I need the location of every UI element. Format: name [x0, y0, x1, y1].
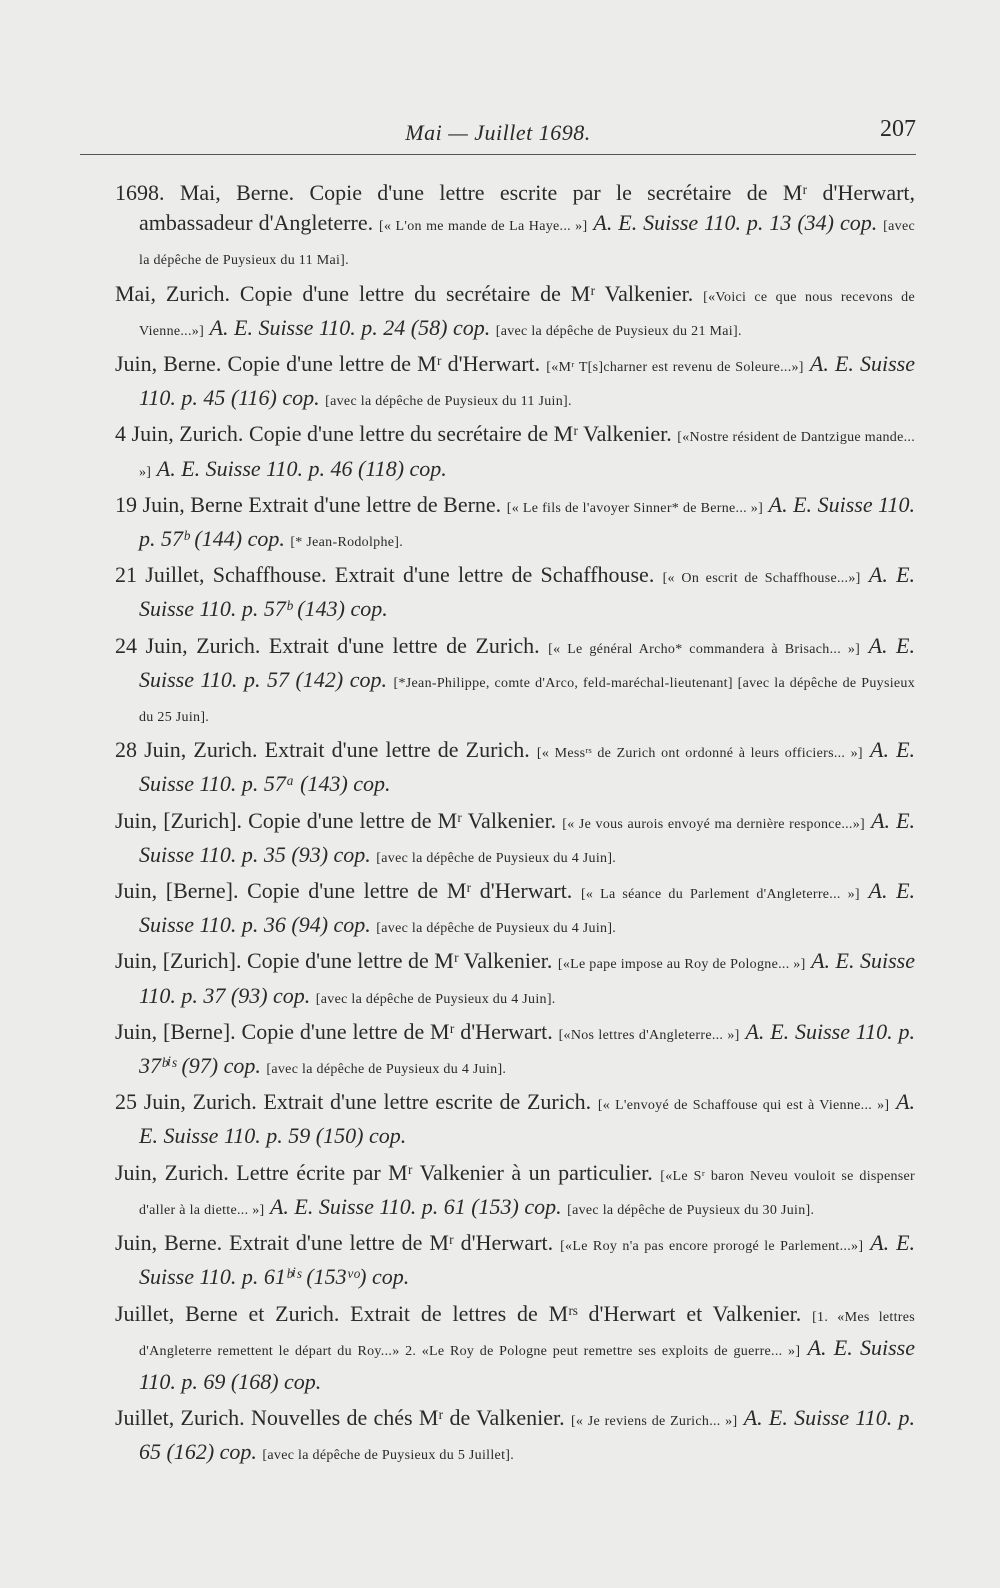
- entry-quote: [«Le Sʳ baron Neveu vouloit se dispenser d'aller à la diette... »]: [139, 1168, 915, 1218]
- list-item: [115, 178, 915, 277]
- entry-quote: [« L'on me mande de La Haye... »]: [379, 219, 588, 235]
- entry-source: A. E. Suisse 110. p. 57ᵇ (144) cop.: [139, 491, 916, 552]
- entry-date: Juin, Berne.: [115, 351, 222, 377]
- entry-title: Extrait d'une lettre escrite de Zurich.: [263, 1089, 592, 1115]
- entry-title: Nouvelles de chés Mʳ de Valkenier.: [250, 1405, 565, 1431]
- entry-title: Copie d'une lettre du secrétaire de Mʳ Valkenier.: [239, 280, 694, 306]
- entry-quote: [«Mʳ T[s]charner est revenu de Soleure...»]: [546, 360, 804, 376]
- entry-date: 19 Juin, Berne: [115, 491, 243, 517]
- entry-quote: [«Nos lettres d'Angleterre... »]: [558, 1027, 740, 1043]
- list-item: [115, 279, 915, 347]
- list-item: [115, 419, 915, 487]
- entry-source: A. E. Suisse 110. p. 59 (150) cop.: [139, 1089, 916, 1149]
- list-item: [115, 1087, 915, 1155]
- entry-date: Juin, [Berne].: [115, 878, 239, 904]
- list-item: [115, 490, 915, 558]
- entry-quote: [« L'envoyé de Schaffouse qui est à Vienne... »]: [597, 1098, 890, 1114]
- list-item: [115, 806, 915, 874]
- list-item: [115, 1017, 915, 1085]
- list-item: [115, 560, 915, 628]
- entry-title: Copie d'une lettre de Mʳ d'Herwart.: [241, 1018, 553, 1044]
- entry-title: Copie d'une lettre de Mʳ d'Herwart.: [247, 878, 573, 904]
- entry-list: [115, 178, 915, 1474]
- entry-note: [avec la dépêche de Puysieux du 5 Juillet].: [262, 1448, 515, 1464]
- list-item: [115, 1158, 915, 1226]
- entry-title: Extrait d'une lettre de Zurich.: [268, 632, 540, 658]
- entry-source: A. E. Suisse 110. p. 37 (93) cop.: [139, 948, 915, 1008]
- entry-quote: [« Je reviens de Zurich... »]: [570, 1414, 738, 1430]
- entry-quote: [«Nostre résident de Dantzigue mande... »]: [139, 430, 915, 480]
- entry-note: [avec la dépêche de Puysieux du 4 Juin].: [376, 850, 617, 866]
- entry-date: Mai, Zurich.: [115, 280, 230, 306]
- entry-title: Extrait de lettres de Mʳˢ d'Herwart et Valkenier.: [350, 1300, 802, 1326]
- entry-source: A. E. Suisse 110. p. 45 (116) cop.: [139, 351, 916, 411]
- entry-date: 1698. Mai, Berne.: [115, 180, 295, 205]
- entry-note: [avec la dépêche de Puysieux du 11 Mai].: [139, 219, 915, 269]
- entry-note: [avec la dépêche de Puysieux du 4 Juin].: [266, 1062, 507, 1078]
- entry-date: Juin, Berne.: [115, 1230, 223, 1256]
- entry-source: A. E. Suisse 110. p. 24 (58) cop.: [209, 314, 491, 340]
- list-item: [115, 1299, 915, 1402]
- entry-date: Juin, Zurich.: [115, 1159, 229, 1185]
- list-item: [115, 946, 915, 1014]
- entry-title: Copie d'une lettre de Mʳ d'Herwart.: [227, 351, 541, 377]
- entry-title: Copie d'une lettre de Mʳ Valkenier.: [247, 948, 553, 974]
- list-item: [115, 349, 915, 417]
- entry-date: 28 Juin, Zurich.: [115, 737, 258, 763]
- entry-quote: [« Messʳˢ de Zurich ont ordonné à leurs officiers... »]: [536, 746, 863, 762]
- entry-date: 25 Juin, Zurich.: [115, 1089, 257, 1115]
- entry-note: [avec la dépêche de Puysieux du 11 Juin].: [325, 394, 572, 410]
- page-header: [80, 116, 916, 156]
- entry-date: Juin, [Zurich].: [115, 807, 243, 833]
- entry-quote: [1. «Mes lettres d'Angleterre remettent le départ du Roy...» 2. «Le Roy de Pologne peut remettre ses exploits de guerre... »]: [139, 1309, 916, 1359]
- entry-note: [*Jean-Philippe, comte d'Arco, feld-maréchal-lieutenant] [avec la dépêche de Puysieux du 25 Juin].: [139, 675, 915, 726]
- entry-note: [avec la dépêche de Puysieux du 21 Mai].: [495, 323, 742, 339]
- entry-note: [avec la dépêche de Puysieux du 4 Juin].: [315, 991, 556, 1007]
- entry-quote: [«Voici ce que nous recevons de Vienne...»]: [139, 289, 915, 339]
- entry-title: Copie d'une lettre escrite par le secrétaire de Mʳ d'Herwart, ambassadeur d'Angleterre.: [139, 180, 916, 236]
- entry-quote: [« La séance du Parlement d'Angleterre... »]: [580, 887, 860, 903]
- entry-source: A. E. Suisse 110. p. 57 (142) cop.: [139, 632, 915, 692]
- entry-title: Extrait d'une lettre de Berne.: [248, 491, 502, 517]
- entry-title: Extrait d'une lettre de Zurich.: [264, 737, 530, 763]
- entry-note: [avec la dépêche de Puysieux du 4 Juin].: [376, 921, 617, 937]
- entry-date: Juillet, Berne et Zurich.: [115, 1300, 340, 1326]
- entry-quote: [«Le pape impose au Roy de Pologne... »]: [557, 957, 806, 973]
- page-number: 207: [880, 116, 916, 142]
- entry-quote: [« Le général Archo* commandera à Brisach... »]: [548, 641, 861, 657]
- entry-source: A. E. Suisse 110. p. 69 (168) cop.: [139, 1334, 915, 1394]
- entry-note: [avec la dépêche de Puysieux du 30 Juin].: [567, 1202, 815, 1218]
- entry-source: A. E. Suisse 110. p. 13 (34) cop.: [593, 210, 878, 236]
- entry-title: Copie d'une lettre de Mʳ Valkenier.: [248, 807, 557, 833]
- entry-source: A. E. Suisse 110. p. 61 (153) cop.: [269, 1193, 562, 1219]
- entry-date: 24 Juin, Zurich.: [115, 632, 261, 658]
- entry-quote: [«Le Roy n'a pas encore prorogé le Parlement...»]: [560, 1239, 864, 1255]
- running-title: Mai — Juillet 1698.: [405, 120, 591, 145]
- entry-source: A. E. Suisse 110. p. 46 (118) cop.: [156, 455, 447, 481]
- header-rule: [80, 154, 916, 155]
- entry-source: A. E. Suisse 110. p. 36 (94) cop.: [139, 878, 916, 938]
- entry-title: Lettre écrite par Mʳ Valkenier à un particulier.: [236, 1159, 653, 1185]
- entry-source: A. E. Suisse 110. p. 35 (93) cop.: [139, 807, 916, 867]
- entry-source: A. E. Suisse 110. p. 37ᵇⁱˢ (97) cop.: [139, 1018, 915, 1079]
- entry-quote: [« On escrit de Schaffhouse...»]: [662, 571, 861, 587]
- entry-source: A. E. Suisse 110. p. 57ᵇ (143) cop.: [139, 562, 916, 622]
- entry-source: A. E. Suisse 110. p. 65 (162) cop.: [139, 1405, 916, 1465]
- entry-quote: [« Le fils de l'avoyer Sinner* de Berne... »]: [506, 500, 764, 516]
- entry-title: Extrait d'une lettre de Mʳ d'Herwart.: [229, 1230, 554, 1256]
- list-item: [115, 735, 915, 803]
- entry-source: A. E. Suisse 110. p. 57ᵃ (143) cop.: [139, 737, 916, 797]
- entry-date: 4 Juin, Zurich.: [115, 421, 244, 447]
- list-item: [115, 631, 915, 734]
- entry-note: [* Jean-Rodolphe].: [290, 535, 404, 551]
- entry-source: A. E. Suisse 110. p. 61ᵇⁱˢ (153ᵛᵒ) cop.: [139, 1230, 916, 1290]
- list-item: [115, 1403, 915, 1471]
- entry-quote: [« Je vous aurois envoyé ma dernière responce...»]: [562, 816, 865, 832]
- entry-title: Copie d'une lettre du secrétaire de Mʳ Valkenier.: [248, 421, 672, 447]
- entry-date: Juillet, Zurich.: [115, 1405, 245, 1431]
- entry-date: Juin, [Zurich].: [115, 948, 242, 974]
- list-item: [115, 876, 915, 944]
- entry-title: Extrait d'une lettre de Schaffhouse.: [334, 562, 655, 588]
- list-item: [115, 1228, 915, 1296]
- entry-date: 21 Juillet, Schaffhouse.: [115, 562, 327, 588]
- entry-date: Juin, [Berne].: [115, 1018, 236, 1044]
